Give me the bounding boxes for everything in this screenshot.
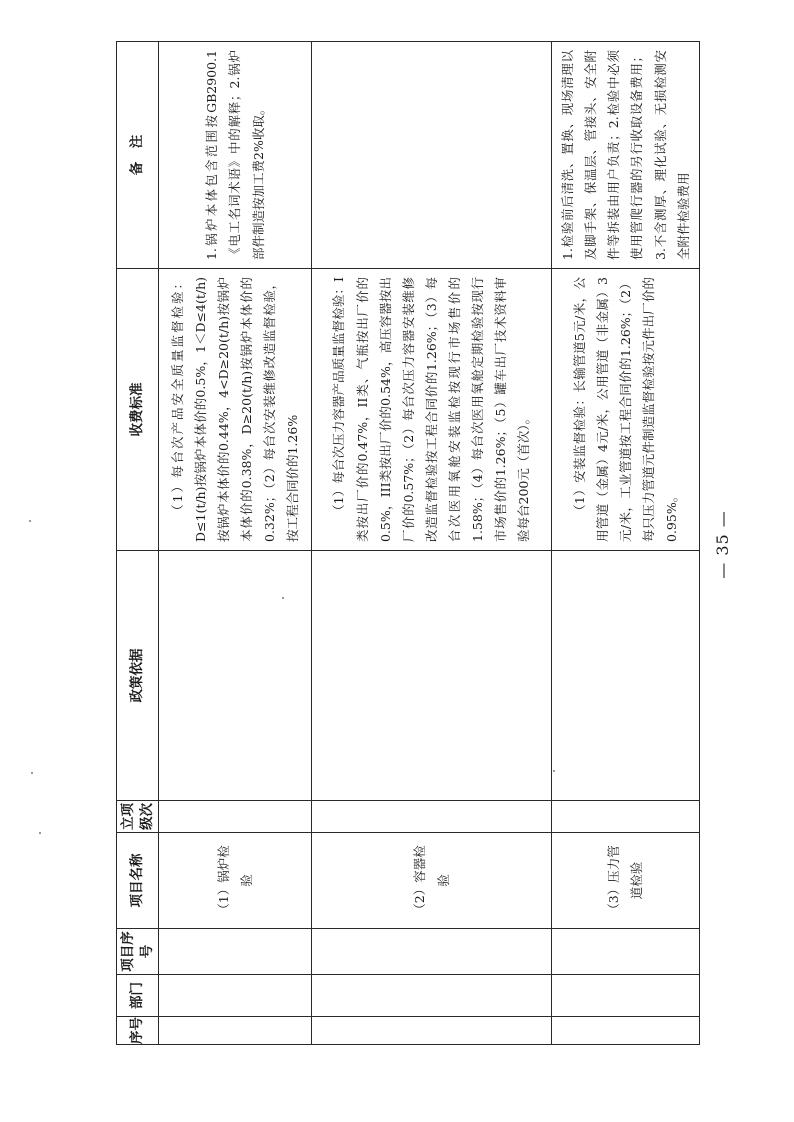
scan-speck — [282, 597, 284, 599]
standard-cell: （1）每台次压力容器产品质量监督检验：I类按出厂价的0.47%，II类、气瓶按出厂价的0.5%，III类按出厂价的0.54%，高压容器按出厂价的0.57%；（2）每台次压力容器安装维修改造监督检验按工程合同价的1.26%；（3）每台次医用氧舱安装监检按现行市场售价的1.58%；（4）每台次医用氧舱定期检验按现行市场售价的1.26%；（5）罐车出厂技术资料审验每台200元（首次）。 — [312, 269, 552, 551]
table-row — [552, 42, 700, 1045]
header-basis: 政策依据 — [117, 551, 159, 801]
fee-table — [116, 41, 700, 1045]
scan-speck — [31, 772, 33, 774]
item-name-cell: （3）压力管道检验 — [552, 833, 700, 929]
page-number: — 35 — — [712, 510, 732, 579]
item-name-cell: （1）锅炉检验 — [159, 833, 312, 929]
table-row — [312, 42, 552, 1045]
header-row — [117, 42, 159, 1045]
standard-cell: （1）安装监督检验：长输管道5元/米，公用管道（金属）4元/米，公用管道（非金属）3元/米，工业管道按工程合同价的1.26%；（2）每只压力管道元件制造监督检验按元件出厂价的0.95%。 — [552, 269, 700, 551]
header-standard: 收费标准 — [117, 269, 159, 551]
table-row — [159, 42, 312, 1045]
scan-speck — [553, 770, 555, 772]
remark-cell — [312, 42, 552, 269]
header-item-no: 项目序号 — [117, 929, 159, 975]
item-name-cell: （2）容器检验 — [312, 833, 552, 929]
scan-speck — [29, 520, 31, 522]
scan-speck — [39, 832, 41, 834]
header-seq: 序号 — [117, 1017, 159, 1045]
remark-cell: 1.锅炉本体包含范围按GB2900.1《电工名词术语》中的解释；2.锅炉部件制造按加工费2%收取。 — [159, 42, 312, 269]
header-level: 立项级次 — [117, 801, 159, 833]
remark-cell: 1.检验前后清洗、置换、现场清理以及脚手架、保温层、管接头、安全附件等拆装由用户负责；2.检验中必须使用管爬行器的另行收取设备费用；3.不含测厚、理化试验、无损检测安全附件检验费用 — [552, 42, 700, 269]
standard-cell: （1）每台次产品安全质量监督检验：D≤1(t/h)按锅炉本体价的0.5%，1＜D≤4(t/h)按锅炉本体价的0.44%，4<D≥20(t/h)按锅炉本体价的0.38%，D≥20(t/h)按锅炉本体价的0.32%；（2）每台次安装维修改造监督检验，按工程合同价的1.26% — [159, 269, 312, 551]
header-dept: 部门 — [117, 975, 159, 1017]
header-item-name: 项目名称 — [117, 833, 159, 929]
header-remark: 备 注 — [117, 42, 159, 269]
